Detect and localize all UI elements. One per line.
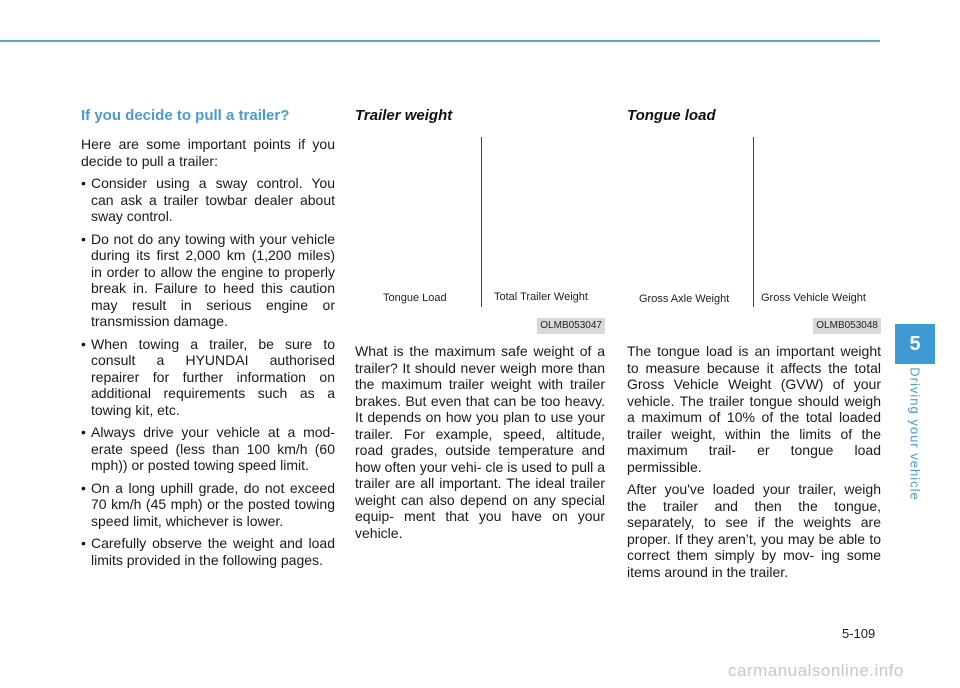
tongue-load-paragraph-1: The tongue load is an important weight to measure because it affects the total Gross Vehicle Weight (GVW) of your vehicle. The trailer tongue should weigh a maximum of 10% of the total loaded trailer weight, within the limits of the maximum trail- er tongue load permissible. <box>627 343 881 475</box>
figure-label-tongue-load: Tongue Load <box>383 292 447 304</box>
figure-divider <box>481 137 482 307</box>
column-tongue-load-heading <box>627 106 881 126</box>
column-trailer-weight-heading <box>355 106 605 126</box>
section-heading-tongue-load: Tongue load <box>627 107 716 124</box>
list-item: • Do not do any towing with your vehicle during its first 2,000 km (1,200 miles) in order to allow the engine to properly break in. Failure to heed this caution may result in serious engine or transmission damage. <box>81 231 335 330</box>
header-rule <box>0 40 880 42</box>
figure-code: OLMB053047 <box>537 318 605 334</box>
list-item: • Always drive your vehicle at a mod- erate speed (less than 100 km/h (60 mph)) or posted towing speed limit. <box>81 424 335 474</box>
intro-paragraph: Here are some important points if you decide to pull a trailer: <box>81 136 335 169</box>
column-trailer-tips <box>81 106 335 574</box>
chapter-title-text: Driving your vehicle <box>907 367 923 501</box>
figure-label-gross-axle-weight: Gross Axle Weight <box>639 293 730 305</box>
figure-divider <box>753 137 754 307</box>
figure-code: OLMB053048 <box>813 318 881 334</box>
list-item: • Carefully observe the weight and load limits provided in the following pages. <box>81 535 335 568</box>
figure-label-gross-vehicle-weight: Gross Vehicle Weight <box>761 292 866 304</box>
page-number: 5-109 <box>842 626 876 641</box>
list-item: • Consider using a sway control. You can ask a trailer towbar dealer about sway control. <box>81 175 335 225</box>
watermark-text: carmanualsonline.info <box>728 661 904 680</box>
list-item: • When towing a trailer, be sure to consult a HYUNDAI authorised repairer for further information on additional requirements such as a towing kit, etc. <box>81 336 335 419</box>
trailer-weight-paragraph: What is the maximum safe weight of a trailer? It should never weigh more than the maximum trailer weight with trailer brakes. But even that can be too heavy. It depends on how you plan to use your trailer. For example, speed, altitude, road grades, outside temperature and how often your vehi- cle is used to pull a trailer are all important. The ideal trailer weight can also depend on any special equip- ment that you have on your vehicle. <box>355 343 605 541</box>
tongue-load-paragraph-2: After you've loaded your trailer, weigh the trailer and then the tongue, separately, to see if the weights are proper. If they aren’t, you may be able to correct them simply by mov- ing some items around in the trailer. <box>627 481 881 580</box>
section-heading-trailer-weight: Trailer weight <box>355 107 453 124</box>
list-item: • On a long uphill grade, do not exceed 70 km/h (45 mph) or the posted towing speed limit, whichever is lower. <box>81 480 335 530</box>
tongue-load-figure <box>627 137 881 334</box>
figure-label-total-trailer-weight: Total Trailer Weight <box>494 291 588 303</box>
trailer-weight-figure <box>355 137 605 334</box>
tips-list <box>81 175 335 568</box>
chapter-number-tab: 5 <box>895 324 935 364</box>
column-trailer-weight-text <box>355 343 605 547</box>
column-tongue-load-text <box>627 343 881 586</box>
section-heading-pull-trailer: If you decide to pull a trailer? <box>81 107 290 124</box>
